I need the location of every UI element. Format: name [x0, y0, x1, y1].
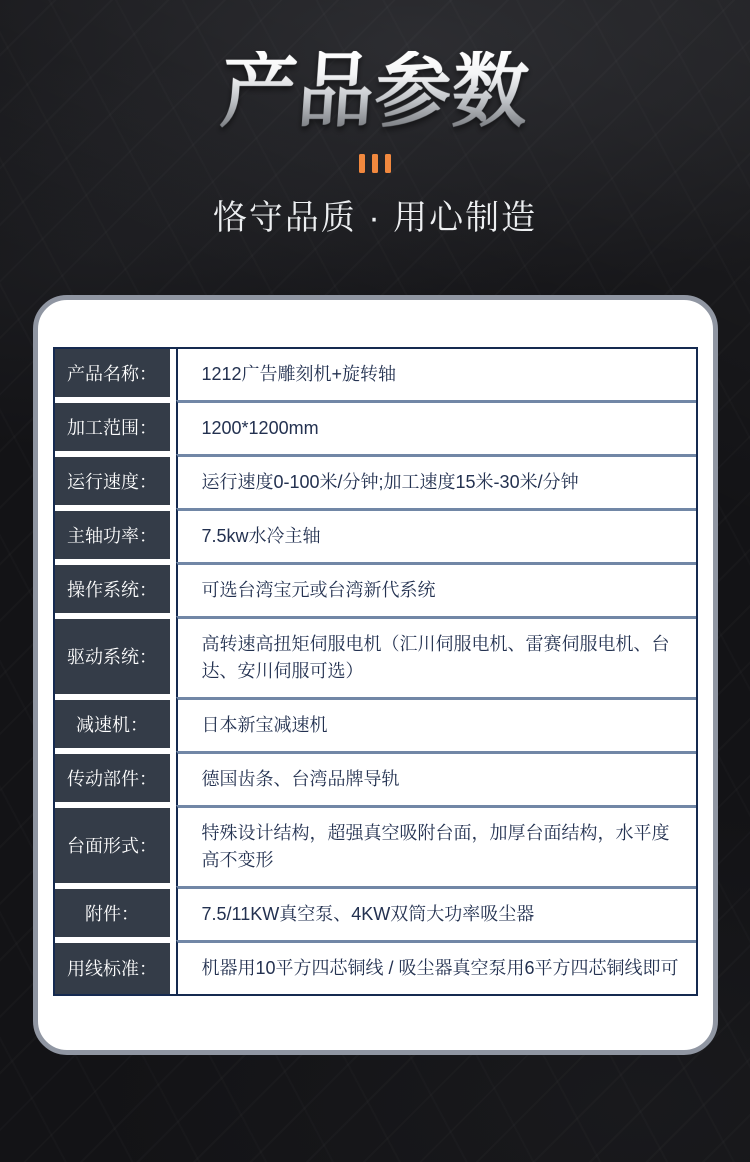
- row-value: 日本新宝减速机: [176, 697, 696, 751]
- row-label: 产品名称：: [55, 349, 170, 397]
- spec-row-wiring-standard: [55, 940, 696, 994]
- divider-bar-icon: [385, 154, 391, 173]
- spec-row-drive-system: [55, 616, 696, 697]
- row-label: 减速机：: [55, 700, 170, 748]
- three-bars-divider-icon: [0, 154, 750, 173]
- divider-bar-icon: [372, 154, 378, 173]
- spec-row-work-area: [55, 400, 696, 454]
- row-label: 驱动系统：: [55, 619, 170, 694]
- row-value: 1212广告雕刻机+旋转轴: [176, 349, 696, 400]
- spec-row-spindle-power: [55, 508, 696, 562]
- row-label: 操作系统：: [55, 565, 170, 613]
- row-label: 运行速度：: [55, 457, 170, 505]
- spec-row-operating-system: [55, 562, 696, 616]
- hero-subtitle: 恪守品质 · 用心制造: [212, 199, 538, 237]
- row-label: 用线标准：: [55, 943, 170, 994]
- spec-row-accessories: [55, 886, 696, 940]
- row-value: 1200*1200mm: [176, 400, 696, 454]
- row-value: 可选台湾宝元或台湾新代系统: [176, 562, 696, 616]
- row-value: 7.5kw水冷主轴: [176, 508, 696, 562]
- spec-table: [53, 347, 698, 996]
- spec-card: [33, 295, 718, 1055]
- page-title: 产品参数: [217, 45, 533, 138]
- row-value: 7.5/11KW真空泵、4KW双筒大功率吸尘器: [176, 886, 696, 940]
- spec-row-product-name: [55, 349, 696, 400]
- hero-section: [0, 0, 750, 239]
- divider-bar-icon: [359, 154, 365, 173]
- row-value: 特殊设计结构，超强真空吸附台面，加厚台面结构，水平度高不变形: [176, 805, 696, 886]
- row-label: 加工范围：: [55, 403, 170, 451]
- row-label: 附件：: [55, 889, 170, 937]
- row-label: 主轴功率：: [55, 511, 170, 559]
- spec-row-reducer: [55, 697, 696, 751]
- row-value: 运行速度0-100米/分钟;加工速度15米-30米/分钟: [176, 454, 696, 508]
- row-label: 台面形式：: [55, 808, 170, 883]
- row-value: 机器用10平方四芯铜线 / 吸尘器真空泵用6平方四芯铜线即可: [176, 940, 696, 994]
- spec-row-transmission-parts: [55, 751, 696, 805]
- row-value: 高转速高扭矩伺服电机（汇川伺服电机、雷赛伺服电机、台达、安川伺服可选）: [176, 616, 696, 697]
- spec-row-running-speed: [55, 454, 696, 508]
- spec-row-table-type: [55, 805, 696, 886]
- row-label: 传动部件：: [55, 754, 170, 802]
- row-value: 德国齿条、台湾品牌导轨: [176, 751, 696, 805]
